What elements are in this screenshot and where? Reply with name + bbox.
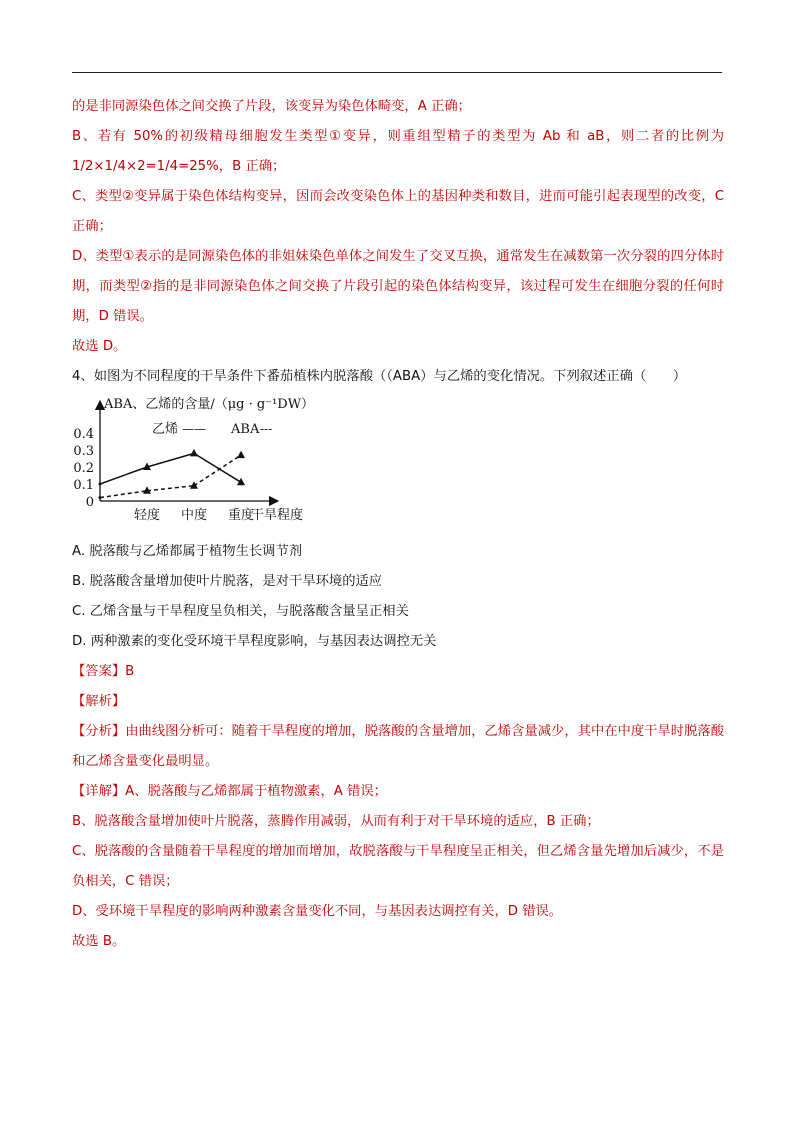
y-tick-label: 0 <box>85 495 94 510</box>
option-b: B. 脱落酸含量增加使叶片脱落，是对干旱环境的适应 <box>72 574 383 589</box>
ethylene-series-segment <box>147 453 194 467</box>
x-tick-labels <box>134 507 254 523</box>
explanation-line: 的是非同源染色体之间交换了片段，该变异为染色体畸变，A 正确； <box>72 99 471 114</box>
detail-line: 【详解】A、脱落酸与乙烯都属于植物激素，A 错误； <box>72 784 387 799</box>
series-layer <box>99 449 246 499</box>
chart-svg <box>72 397 334 529</box>
y-tick-labels <box>73 427 94 510</box>
question-stem: 4、如图为不同程度的干旱条件下番茄植株内脱落酸（（ABA）与乙烯的变化情况。下列叙述正确（ ） <box>72 369 687 384</box>
ethylene-point <box>99 483 102 486</box>
x-tick-label: 轻度 <box>133 508 161 523</box>
aba-series-segment <box>194 455 241 486</box>
legend-aba-label: ABA <box>231 422 260 437</box>
header-rule <box>72 72 722 73</box>
ethylene-series-segment <box>194 453 241 482</box>
y-tick-label: 0.2 <box>73 461 94 476</box>
option-c: C. 乙烯含量与干旱程度呈负相关，与脱落酸含量呈正相关 <box>72 604 409 619</box>
y-axis-label: ABA、乙烯的含量/（μg · g⁻¹DW） <box>104 397 315 412</box>
analysis-summary: 【分析】由曲线图分析可：随着干旱程度的增加，脱落酸的含量增加，乙烯含量减少，其中在中度干旱时脱落酸和乙烯含量变化最明显。 <box>72 724 724 769</box>
legend-aba-line: --- <box>260 422 273 436</box>
x-axis-label: 干旱程度 <box>251 508 304 523</box>
y-tick-label: 0.4 <box>73 427 94 442</box>
aba-point <box>99 496 102 499</box>
legend-ethylene-line: —— <box>182 422 206 436</box>
legend-ethylene-label: 乙烯 <box>152 422 179 437</box>
explanation-line: D、类型①表示的是同源染色体的非姐妹染色单体之间发生了交叉互换，通常发生在减数第一次分裂的四分体时期，而类型②指的是非同源染色体之间交换了片段引起的染色体结构变异，该过程可发生在细胞分裂的任何时期，D 错误。 <box>72 249 724 324</box>
drought-hormone-chart <box>72 397 334 529</box>
y-tick-label: 0.1 <box>73 478 94 493</box>
aba-series-segment <box>100 491 147 498</box>
option-a: A. 脱落酸与乙烯都属于植物生长调节剂 <box>72 544 303 559</box>
detail-line: C、脱落酸的含量随着干旱程度的增加而增加，故脱落酸与干旱程度呈正相关，但乙烯含量先增加后减少，不是负相关，C 错误； <box>72 844 724 889</box>
explanation-conclusion: 故选 D。 <box>72 339 127 354</box>
y-tick-label: 0.3 <box>73 444 94 459</box>
option-d: D. 两种激素的变化受环境干旱程度影响，与基因表达调控无关 <box>72 634 437 649</box>
analysis-heading: 【解析】 <box>72 694 126 709</box>
ethylene-point <box>237 478 245 486</box>
aba-point <box>237 451 245 459</box>
answer-line: 【答案】B <box>72 664 135 679</box>
detail-line: B、脱落酸含量增加使叶片脱落，蒸腾作用减弱，从而有利于对干旱环境的适应，B 正确； <box>72 814 600 829</box>
aba-series-segment <box>147 486 194 491</box>
detail-line: D、受环境干旱程度的影响两种激素含量变化不同，与基因表达调控有关，D 错误。 <box>72 904 563 919</box>
explanation-line: C、类型②变异属于染色体结构变异，因而会改变染色体上的基因种类和数目，进而可能引起表现型的改变，C 正确； <box>72 189 724 234</box>
ethylene-series-segment <box>100 467 147 484</box>
x-tick-label: 中度 <box>180 508 208 523</box>
ethylene-point <box>190 449 198 457</box>
detail-conclusion: 故选 B。 <box>72 934 126 949</box>
x-tick-label: 重度 <box>227 508 255 523</box>
explanation-line: B、若有 50%的初级精母细胞发生类型①变异，则重组型精子的类型为 Ab 和 aB，则二者的比例为 1/2×1/4×2=1/4=25%，B 正确； <box>72 129 724 174</box>
aba-point <box>190 481 198 489</box>
document-body <box>72 92 724 957</box>
